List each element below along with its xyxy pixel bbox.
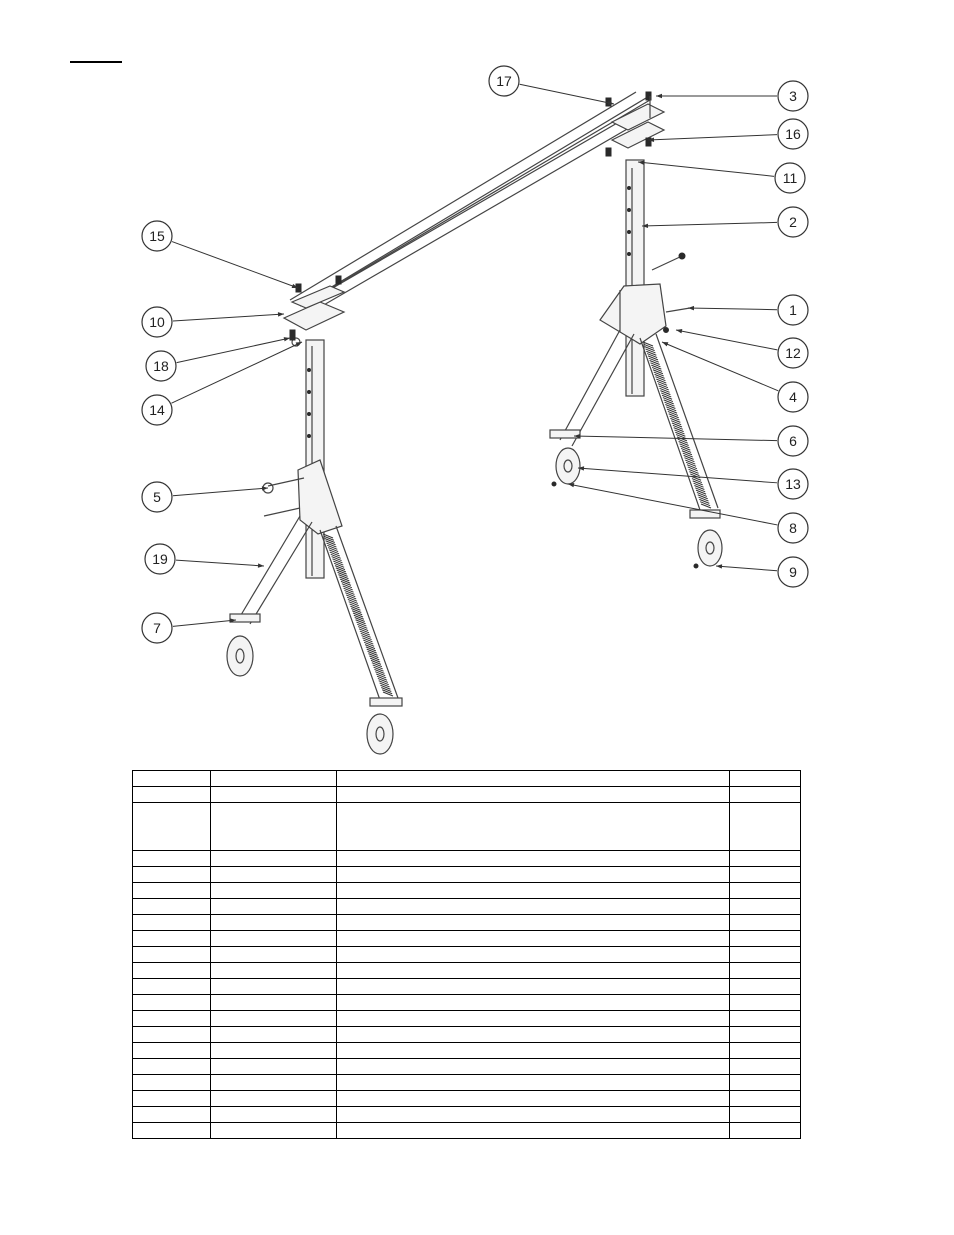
spring-coil xyxy=(660,388,670,392)
callout-8 xyxy=(568,483,808,543)
callout-leader-16 xyxy=(648,135,777,140)
table-cell xyxy=(337,1075,730,1091)
table-cell xyxy=(211,787,337,803)
table-cell xyxy=(133,899,211,915)
spring-coil xyxy=(674,428,684,432)
callout-leader-17 xyxy=(520,84,614,104)
left-hole-4 xyxy=(308,435,311,438)
spring-coil xyxy=(684,455,694,459)
right-hole-3 xyxy=(628,231,631,234)
spring-coil xyxy=(668,411,678,415)
right-leg-left-edge-b xyxy=(572,334,634,446)
beam-rail-1 xyxy=(290,92,636,300)
spring-coil xyxy=(695,488,705,492)
table-row xyxy=(133,1027,801,1043)
right-leg-right-edge-a xyxy=(640,338,700,510)
spring-coil xyxy=(689,472,699,476)
table-row xyxy=(133,1091,801,1107)
beam-rail-5 xyxy=(318,100,650,296)
callout-leader-14 xyxy=(171,342,302,403)
callout-arrowhead-4 xyxy=(662,342,668,346)
right-nut-a xyxy=(606,148,611,156)
callout-5 xyxy=(142,482,268,512)
callout-leader-13 xyxy=(578,468,777,483)
table-cell xyxy=(133,1107,211,1123)
spring-coil xyxy=(670,416,680,420)
spring-coil xyxy=(697,492,707,496)
table-cell xyxy=(730,1091,801,1107)
table-cell xyxy=(133,1075,211,1091)
spring-coil xyxy=(672,423,682,427)
callout-17 xyxy=(489,66,614,105)
table-cell xyxy=(730,931,801,947)
table-cell xyxy=(133,803,211,851)
spring-coil xyxy=(649,358,659,362)
left-caster-front xyxy=(227,614,260,676)
callout-11 xyxy=(638,160,805,193)
table-row xyxy=(133,851,801,867)
spring-coil xyxy=(681,448,691,452)
table-cell xyxy=(211,803,337,851)
spring-coil xyxy=(650,361,660,365)
table-cell xyxy=(211,1091,337,1107)
table-row xyxy=(133,1043,801,1059)
table-cell xyxy=(211,771,337,787)
spring-coil xyxy=(670,418,680,422)
callout-7 xyxy=(142,613,236,643)
table-cell xyxy=(730,1107,801,1123)
table-row xyxy=(133,947,801,963)
callout-label: 17 xyxy=(496,73,512,89)
callout-15 xyxy=(142,221,298,288)
spring-coil xyxy=(655,374,665,378)
callout-1 xyxy=(688,295,808,325)
left-leg-left-edge-b xyxy=(250,522,312,624)
table-cell xyxy=(730,867,801,883)
right-handle-knob xyxy=(679,253,685,259)
spring-coil xyxy=(660,391,670,395)
right-leg-right-edge-b xyxy=(656,334,718,508)
table-cell xyxy=(211,1123,337,1139)
spring-coil xyxy=(663,398,673,402)
right-hole-1 xyxy=(628,187,631,190)
callout-leader-2 xyxy=(642,222,777,226)
right-top-plate-assembly xyxy=(606,92,664,156)
right-caster-bolt xyxy=(552,482,556,486)
spring-coil xyxy=(700,502,710,506)
table-cell xyxy=(133,1123,211,1139)
table-cell xyxy=(211,979,337,995)
table-cell xyxy=(730,979,801,995)
table-row xyxy=(133,867,801,883)
callout-label: 2 xyxy=(789,214,797,230)
table-cell xyxy=(211,1011,337,1027)
spring-coil xyxy=(657,381,667,385)
left-rear-caster-plate xyxy=(370,698,402,706)
callout-arrowhead-1 xyxy=(688,306,694,310)
callout-label: 12 xyxy=(785,345,801,361)
table-cell xyxy=(730,1043,801,1059)
callout-leader-15 xyxy=(172,242,298,288)
beam-rail-4 xyxy=(322,110,660,306)
spring-coil xyxy=(650,363,660,367)
table-cell xyxy=(337,899,730,915)
table-cell xyxy=(133,787,211,803)
spring-coil xyxy=(648,356,658,360)
callout-leader-11 xyxy=(638,162,774,176)
table-cell xyxy=(211,883,337,899)
table-cell xyxy=(133,979,211,995)
table-row xyxy=(133,995,801,1011)
spring-coil xyxy=(671,421,681,425)
table-row xyxy=(133,1123,801,1139)
spring-coil xyxy=(680,446,690,450)
table-cell xyxy=(337,931,730,947)
left-top-plate xyxy=(284,302,344,330)
table-cell xyxy=(730,915,801,931)
table-cell xyxy=(211,1075,337,1091)
left-bolt-b xyxy=(336,276,341,284)
spring-coil xyxy=(644,344,654,348)
table-cell xyxy=(211,867,337,883)
left-nut xyxy=(290,330,295,340)
table-cell xyxy=(133,931,211,947)
callout-leader-8 xyxy=(568,484,777,525)
spring-coil xyxy=(685,460,695,464)
table-cell xyxy=(337,1091,730,1107)
right-aframe-bracket xyxy=(600,284,690,344)
table-cell xyxy=(730,947,801,963)
callout-leader-9 xyxy=(716,566,777,571)
table-row xyxy=(133,963,801,979)
table-cell xyxy=(337,1059,730,1075)
spring-coil xyxy=(692,479,702,483)
spring-coil xyxy=(646,351,656,355)
callout-18 xyxy=(146,337,290,381)
spring-coil xyxy=(696,490,706,494)
callout-label: 6 xyxy=(789,433,797,449)
callout-label: 16 xyxy=(785,126,801,142)
table-cell xyxy=(211,963,337,979)
table-cell xyxy=(730,883,801,899)
right-handle-pin xyxy=(652,256,682,270)
parts-table xyxy=(132,770,801,1139)
table-cell xyxy=(211,1107,337,1123)
callout-10 xyxy=(142,307,284,337)
table-row xyxy=(133,915,801,931)
spring-coil xyxy=(665,402,675,406)
table-row xyxy=(133,803,801,851)
left-rear-caster-wheel xyxy=(367,714,393,754)
table-cell xyxy=(337,979,730,995)
table-cell xyxy=(337,963,730,979)
table-cell xyxy=(730,1123,801,1139)
table-row xyxy=(133,883,801,899)
table-cell xyxy=(337,1011,730,1027)
callout-arrowhead-19 xyxy=(258,563,264,567)
table-cell xyxy=(211,1059,337,1075)
left-hole-2 xyxy=(308,391,311,394)
callout-label: 7 xyxy=(153,620,161,636)
table-cell xyxy=(133,867,211,883)
spring-coil xyxy=(645,347,655,351)
spring-coil xyxy=(664,400,674,404)
left-leg-left-edge-a xyxy=(238,516,300,620)
spring-coil xyxy=(647,354,657,358)
table-row xyxy=(133,1075,801,1091)
table-row xyxy=(133,1059,801,1075)
left-pin-2 xyxy=(264,508,300,516)
table-cell xyxy=(337,1107,730,1123)
table-cell xyxy=(337,947,730,963)
table-cell xyxy=(211,931,337,947)
table-cell xyxy=(133,1027,211,1043)
spring-coil xyxy=(674,430,684,434)
table-cell xyxy=(730,1075,801,1091)
callout-9 xyxy=(716,557,808,587)
table-cell xyxy=(337,803,730,851)
table-row xyxy=(133,899,801,915)
spring-coil xyxy=(666,407,676,411)
spring-coil xyxy=(669,414,679,418)
spring-coil xyxy=(679,442,689,446)
left-leg-right-edge-a xyxy=(320,530,380,700)
table-cell xyxy=(730,771,801,787)
table-cell xyxy=(337,867,730,883)
callout-label: 18 xyxy=(153,358,169,374)
callout-12 xyxy=(676,329,808,368)
table-cell xyxy=(211,915,337,931)
table-cell xyxy=(730,963,801,979)
table-cell xyxy=(730,803,801,851)
callout-leader-5 xyxy=(173,488,268,496)
table-row xyxy=(133,979,801,995)
callout-arrowhead-10 xyxy=(278,312,284,316)
spring-coil xyxy=(693,481,703,485)
table-cell xyxy=(730,995,801,1011)
left-upright-tube xyxy=(306,340,324,578)
spring-coil xyxy=(665,404,675,408)
right-hole-4 xyxy=(628,253,631,256)
right-upright-tube xyxy=(626,160,644,396)
table-cell xyxy=(337,1123,730,1139)
table-row xyxy=(133,1011,801,1027)
callout-label: 14 xyxy=(149,402,165,418)
callout-label: 8 xyxy=(789,520,797,536)
table-cell xyxy=(337,915,730,931)
left-caster-plate xyxy=(230,614,260,622)
left-hole-3 xyxy=(308,413,311,416)
spring-coil xyxy=(654,372,664,376)
callout-label: 3 xyxy=(789,88,797,104)
table-cell xyxy=(730,899,801,915)
table-cell xyxy=(730,1011,801,1027)
table-cell xyxy=(133,995,211,1011)
spring-coil xyxy=(673,425,683,429)
spring-coil xyxy=(687,465,697,469)
table-cell xyxy=(211,1043,337,1059)
table-cell xyxy=(730,787,801,803)
table-cell xyxy=(337,1043,730,1059)
right-caster-rear xyxy=(690,510,722,568)
callout-label: 10 xyxy=(149,314,165,330)
callout-16 xyxy=(648,119,808,149)
callout-label: 11 xyxy=(782,170,798,186)
callout-leader-12 xyxy=(676,330,777,350)
table-cell xyxy=(337,883,730,899)
left-gusset xyxy=(298,460,342,534)
spring-coil xyxy=(645,349,655,353)
table-cell xyxy=(133,947,211,963)
table-cell xyxy=(211,947,337,963)
callout-2 xyxy=(642,207,808,237)
spring-coil xyxy=(675,432,685,436)
table-cell xyxy=(211,995,337,1011)
table-cell xyxy=(133,1043,211,1059)
table-cell xyxy=(730,1027,801,1043)
spring-coil xyxy=(679,444,689,448)
callout-label: 13 xyxy=(785,476,801,492)
callout-leader-7 xyxy=(173,620,236,626)
table-cell xyxy=(133,771,211,787)
callout-label: 1 xyxy=(789,302,797,318)
spring-coil xyxy=(661,393,671,397)
spring-coil xyxy=(699,497,709,501)
spring-coil xyxy=(652,367,662,371)
left-caster-rear xyxy=(367,698,402,754)
spring-coil xyxy=(694,485,704,489)
spring-coil xyxy=(682,451,692,455)
table-cell xyxy=(337,851,730,867)
table-cell xyxy=(211,851,337,867)
spring-coil xyxy=(683,453,693,457)
table-row xyxy=(133,1107,801,1123)
callout-label: 4 xyxy=(789,389,797,405)
callout-label: 5 xyxy=(153,489,161,505)
table-cell xyxy=(133,1091,211,1107)
spring-coil xyxy=(686,462,696,466)
spring-coil xyxy=(678,439,688,443)
table-cell xyxy=(133,1011,211,1027)
right-leg-left-edge-a xyxy=(560,330,620,440)
spring-coil xyxy=(653,370,663,374)
beam-rail-2 xyxy=(300,98,646,306)
right-rear-caster-bolt xyxy=(694,564,698,568)
right-rear-caster-wheel xyxy=(698,530,722,566)
table-cell xyxy=(133,963,211,979)
spring-coil xyxy=(655,377,665,381)
left-hole-1 xyxy=(308,369,311,372)
callout-leader-19 xyxy=(176,560,264,566)
table-cell xyxy=(337,995,730,1011)
callout-leader-10 xyxy=(173,314,284,321)
callout-label: 19 xyxy=(152,551,168,567)
spring-coil xyxy=(694,483,704,487)
table-cell xyxy=(133,851,211,867)
spring-coil xyxy=(662,395,672,399)
right-caster-wheel xyxy=(556,448,580,484)
table-cell xyxy=(730,1059,801,1075)
top-beam xyxy=(290,92,660,306)
spring-coil xyxy=(699,499,709,503)
table-row xyxy=(133,931,801,947)
table-cell xyxy=(211,899,337,915)
table-cell xyxy=(133,883,211,899)
spring-coil xyxy=(689,469,699,473)
table-cell xyxy=(211,1027,337,1043)
spring-coil xyxy=(701,504,711,508)
spring-coil xyxy=(688,467,698,471)
table-cell xyxy=(337,787,730,803)
spring-coil xyxy=(667,409,677,413)
right-leg-spring xyxy=(643,342,711,508)
callout-leader-4 xyxy=(662,342,778,391)
table-cell xyxy=(337,771,730,787)
callout-3 xyxy=(656,81,808,111)
table-cell xyxy=(133,915,211,931)
table-cell xyxy=(133,1059,211,1075)
spring-coil xyxy=(698,495,708,499)
callout-label: 15 xyxy=(149,228,165,244)
right-pin-1 xyxy=(666,308,690,312)
right-caster-plate xyxy=(550,430,580,438)
callout-arrowhead-12 xyxy=(676,329,682,333)
right-pin-2 xyxy=(664,328,669,333)
spring-coil xyxy=(659,386,669,390)
spring-coil xyxy=(656,379,666,383)
right-caster-front xyxy=(550,430,580,486)
beam-rail-3 xyxy=(312,104,650,300)
callout-label: 9 xyxy=(789,564,797,580)
spring-coil xyxy=(651,365,661,369)
spring-coil xyxy=(684,458,694,462)
table-row xyxy=(133,787,801,803)
spring-coil xyxy=(658,384,668,388)
table-cell xyxy=(337,1027,730,1043)
callout-leader-18 xyxy=(177,338,290,363)
left-aframe-bracket xyxy=(263,460,342,534)
left-upright xyxy=(306,340,324,578)
left-leg-right-edge-b xyxy=(336,526,398,698)
table-cell xyxy=(730,851,801,867)
callout-leader-1 xyxy=(688,308,777,310)
right-hole-2 xyxy=(628,209,631,212)
callout-19 xyxy=(145,544,264,574)
left-leg-spring xyxy=(323,534,393,696)
callout-arrowhead-3 xyxy=(656,94,662,98)
table-row xyxy=(133,771,801,787)
left-caster-wheel xyxy=(227,636,253,676)
